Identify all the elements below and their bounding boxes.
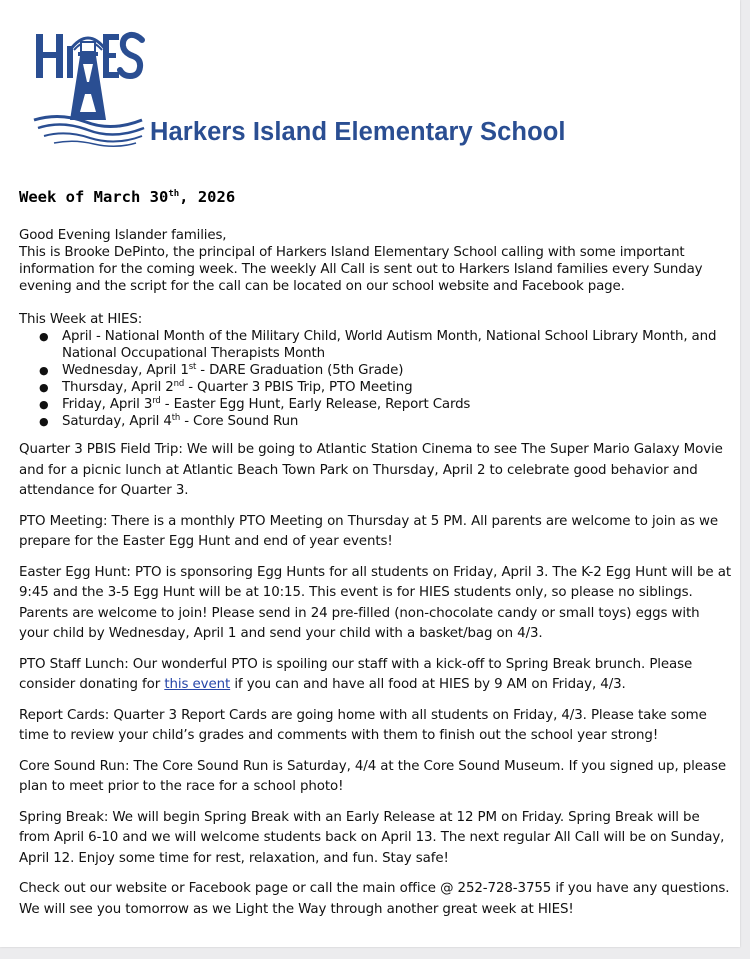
greeting: Good Evening Islander families, — [19, 228, 227, 243]
week-heading: Week of March 30th, 2026 — [19, 188, 236, 206]
pbis-paragraph: Quarter 3 PBIS Field Trip: We will be going to Atlantic Station Cinema to see The Super Mario Galaxy Movie and for a picnic lunch at Atlantic Beach Town Park on Thursday, April 2 to celebrate good behavior and attendance for Quarter 3. — [19, 442, 723, 498]
report-cards-paragraph: Report Cards: Quarter 3 Report Cards are going home with all students on Friday, 4/3. Please take some time to review your child’s grades and comments with them to finish out the school year strong! — [19, 707, 707, 743]
lighthouse-logo-icon — [30, 20, 148, 148]
list-item: ● Friday, April 3rd - Easter Egg Hunt, Early Release, Report Cards — [39, 396, 471, 412]
list-item: ● Thursday, April 2nd - Quarter 3 PBIS Trip, PTO Meeting — [39, 379, 413, 395]
core-sound-run-paragraph: Core Sound Run: The Core Sound Run is Saturday, 4/4 at the Core Sound Museum. If you signed up, please plan to meet prior to the race for a school photo! — [19, 758, 727, 794]
staff-lunch-paragraph: PTO Staff Lunch: Our wonderful PTO is spoiling our staff with a kick-off to Spring Break brunch. Please consider donating for this event if you can and have all food at HIES by 9 AM on Friday, 4/3. — [19, 656, 693, 692]
letter-body — [19, 227, 731, 930]
spring-break-paragraph: Spring Break: We will begin Spring Break with an Early Release at 12 PM on Friday. Spring Break will be from April 6-10 and we will welcome students back on April 13. The next regular All Call will be on Sunday, April 12. Enjoy some time for rest, relaxation, and fun. Stay safe! — [19, 809, 725, 866]
list-item: ● Saturday, April 4th - Core Sound Run — [39, 413, 299, 429]
intro-paragraph: This is Brooke DePinto, the principal of Harkers Island Elementary School calling with some important information for the coming week. The weekly All Call is sent out to Harkers Island families every Sunday evening and the script for the call can be located on our school website and Facebook page. — [19, 245, 703, 294]
list-item: ● April - National Month of the Military Child, World Autism Month, National School Library Month, and National Occupational Therapists Month — [39, 329, 717, 361]
closing-paragraph: Check out our website or Facebook page or call the main office @ 252-728-3755 if you have any questions. We will see you tomorrow as we Light the Way through another great week at HIES! — [19, 881, 730, 917]
list-item: ● Wednesday, April 1st - DARE Graduation (5th Grade) — [39, 362, 404, 378]
this-event-link[interactable]: this event — [164, 677, 231, 692]
easter-egg-paragraph: Easter Egg Hunt: PTO is sponsoring Egg Hunts for all students on Friday, April 3. The K-2 Egg Hunt will be at 9:45 and the 3-5 Egg Hunt will be at 10:15. This event is for HIES students only, so please no siblings. Parents are welcome to join! Please send in 24 pre-filled (non-chocolate candy or small toys) eggs with your child by Wednesday, April 1 and send your child with a basket/bag on 4/3. — [19, 564, 731, 641]
this-week-list — [19, 328, 731, 430]
pto-meeting-paragraph: PTO Meeting: There is a monthly PTO Meeting on Thursday at 5 PM. All parents are welcome to join as we prepare for the Easter Egg Hunt and end of year events! — [19, 513, 718, 549]
school-name-heading: Harkers Island Elementary School — [150, 118, 566, 146]
this-week-heading: This Week at HIES: — [19, 312, 143, 327]
